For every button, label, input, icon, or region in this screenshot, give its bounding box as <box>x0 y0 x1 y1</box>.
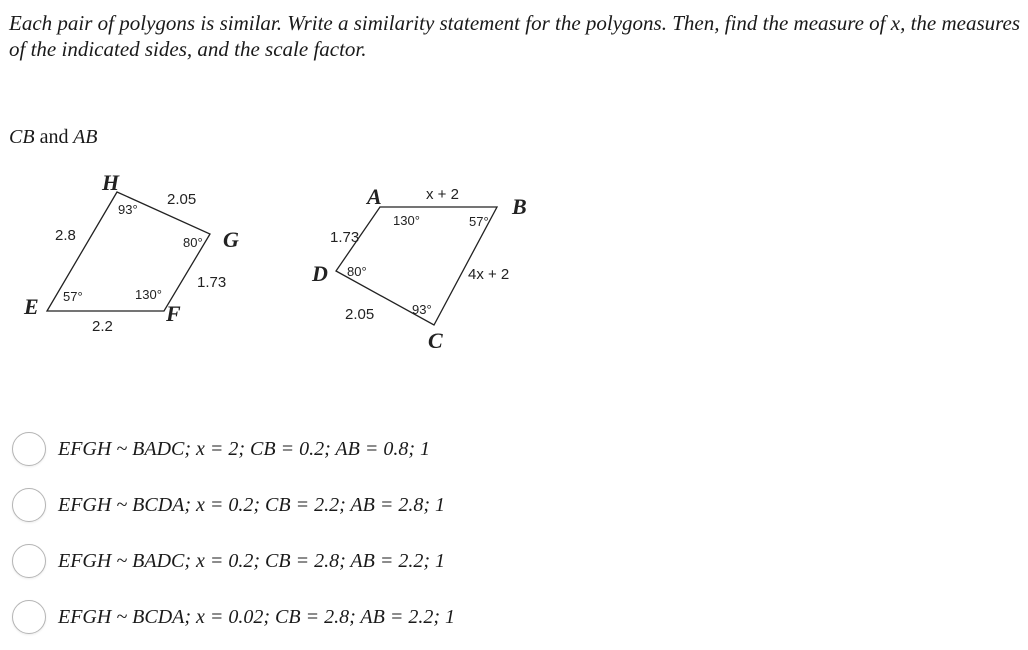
angle-g-measure: 80° <box>183 235 203 250</box>
vertex-a-label: A <box>367 184 382 209</box>
angle-e-measure: 57° <box>63 289 83 304</box>
instructions-text: Each pair of polygons is similar. Write a similarity statement for the polygons. Then, find the measure of x, the measures of the indicated sides, and the scale factor. <box>9 11 1021 61</box>
indicated-sides-label <box>9 126 98 149</box>
side-dc-measure: 2.05 <box>345 306 375 323</box>
side-ef-measure: 2.2 <box>92 318 113 335</box>
side-ab-measure: x + 2 <box>426 186 459 203</box>
answer-choice-2[interactable] <box>12 485 445 525</box>
side-ab-label: AB <box>73 126 98 148</box>
vertex-f-label: F <box>166 301 181 326</box>
answer-choice-2-text: EFGH ~ BCDA; x = 0.2; CB = 2.2; AB = 2.8; 1 <box>58 493 445 516</box>
angle-b-measure: 57° <box>469 214 489 229</box>
vertex-g-label: G <box>223 227 239 252</box>
polygon-figures <box>0 160 560 360</box>
vertex-b-label: B <box>512 194 527 219</box>
vertex-e-label: E <box>24 294 39 319</box>
side-cb-label: CB <box>9 126 35 148</box>
vertex-d-label: D <box>312 261 328 286</box>
side-hg-measure: 2.05 <box>167 191 197 208</box>
angle-d-measure: 80° <box>347 264 367 279</box>
vertex-h-label: H <box>102 170 120 195</box>
side-da-measure: 1.73 <box>330 229 360 246</box>
answer-choice-1[interactable] <box>12 429 430 469</box>
answer-choice-3[interactable] <box>12 541 445 581</box>
side-eh-measure: 2.8 <box>55 227 76 244</box>
answer-choice-4-text: EFGH ~ BCDA; x = 0.02; CB = 2.8; AB = 2.2; 1 <box>58 605 455 628</box>
angle-c-measure: 93° <box>412 302 432 317</box>
radio-button-2[interactable] <box>12 488 46 522</box>
conjunction-label: and <box>39 126 69 148</box>
polygon-abcd <box>311 184 527 353</box>
angle-a-measure: 130° <box>393 213 420 228</box>
answer-choice-1-text: EFGH ~ BADC; x = 2; CB = 0.2; AB = 0.8; 1 <box>58 437 430 460</box>
radio-button-3[interactable] <box>12 544 46 578</box>
radio-button-1[interactable] <box>12 432 46 466</box>
side-bc-measure: 4x + 2 <box>468 266 510 283</box>
answer-choice-4[interactable] <box>12 597 455 637</box>
answer-choice-3-text: EFGH ~ BADC; x = 0.2; CB = 2.8; AB = 2.2; 1 <box>58 549 445 572</box>
angle-f-measure: 130° <box>135 287 162 302</box>
side-gf-measure: 1.73 <box>197 274 227 291</box>
polygon-efgh <box>23 170 239 335</box>
radio-button-4[interactable] <box>12 600 46 634</box>
vertex-c-label: C <box>428 328 443 353</box>
angle-h-measure: 93° <box>118 202 138 217</box>
